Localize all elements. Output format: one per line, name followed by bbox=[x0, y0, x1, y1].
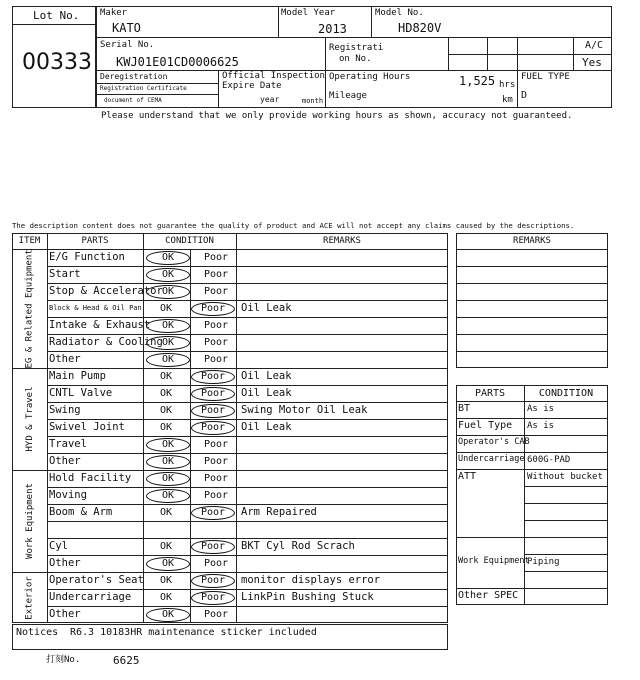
condition-poor-circled: Poor bbox=[191, 404, 235, 418]
header-parts: PARTS bbox=[81, 236, 109, 246]
condition-poor-circled: Poor bbox=[191, 387, 235, 401]
condition-poor: Poor bbox=[204, 558, 229, 569]
spec-part: Undercarriage bbox=[458, 454, 525, 464]
condition-ok-circled: OK bbox=[146, 268, 190, 282]
deregistration-label: Deregistration bbox=[100, 72, 168, 81]
ac-value: Yes bbox=[582, 56, 602, 69]
part-name: Travel bbox=[49, 438, 87, 450]
condition-ok: OK bbox=[160, 507, 173, 518]
part-name: Other bbox=[49, 455, 81, 467]
remark-text: monitor displays error bbox=[241, 574, 381, 586]
spec-part: Operator's CAB bbox=[458, 437, 530, 447]
spec-part: Work Equipment bbox=[458, 556, 530, 566]
part-name: Stop & Accelerator bbox=[49, 285, 163, 297]
part-name: Cyl bbox=[49, 540, 68, 552]
condition-poor: Poor bbox=[204, 473, 229, 484]
group-label: HYD & Travel bbox=[24, 386, 35, 452]
condition-ok: OK bbox=[160, 371, 173, 382]
part-name: Swing bbox=[49, 404, 81, 416]
serial-value: KWJ01E01CD0006625 bbox=[116, 55, 239, 69]
condition-poor-circled: Poor bbox=[191, 302, 235, 316]
spec-condition: As is bbox=[527, 404, 555, 414]
remark-text: Oil Leak bbox=[241, 370, 292, 382]
registration-certificate-label: Registration Certificate bbox=[100, 85, 187, 92]
condition-poor: Poor bbox=[204, 337, 229, 348]
stamp-value: 6625 bbox=[113, 654, 140, 667]
registration-label-2: on No. bbox=[339, 54, 372, 64]
condition-poor: Poor bbox=[204, 354, 229, 365]
remark-text: Oil Leak bbox=[241, 302, 292, 314]
condition-poor: Poor bbox=[204, 286, 229, 297]
spec-condition: Without bucket bbox=[527, 472, 603, 482]
group-label: EG & Related Equipment bbox=[24, 248, 35, 368]
condition-ok: OK bbox=[160, 541, 173, 552]
hrs-label: hrs bbox=[499, 80, 516, 90]
condition-poor: Poor bbox=[204, 252, 229, 263]
condition-ok: OK bbox=[160, 388, 173, 399]
fuel-type-label: FUEL TYPE bbox=[521, 72, 570, 82]
spec-header-parts: PARTS bbox=[474, 388, 506, 399]
lot-label: Lot No. bbox=[33, 9, 80, 22]
km-label: km bbox=[502, 95, 513, 105]
condition-poor-circled: Poor bbox=[191, 540, 235, 554]
part-name: Main Pump bbox=[49, 370, 106, 382]
part-name: Operator's Seat bbox=[49, 574, 144, 586]
inspection-label: Official Inspection bbox=[222, 71, 325, 81]
condition-ok-circled: OK bbox=[146, 472, 190, 486]
ac-label: A/C bbox=[585, 40, 604, 51]
condition-ok: OK bbox=[160, 422, 173, 433]
remark-text: Arm Repaired bbox=[241, 506, 317, 518]
remark-text: LinkPin Bushing Stuck bbox=[241, 591, 374, 603]
condition-ok: OK bbox=[160, 575, 173, 586]
part-name: Start bbox=[49, 268, 81, 280]
part-name: Undercarriage bbox=[49, 591, 132, 603]
group-label: Work Equipment bbox=[24, 483, 35, 559]
condition-poor: Poor bbox=[204, 269, 229, 280]
header-remarks: REMARKS bbox=[323, 236, 361, 246]
model-year-label: Model Year bbox=[281, 8, 336, 18]
condition-poor-circled: Poor bbox=[191, 591, 235, 605]
spec-condition: 600G-PAD bbox=[527, 455, 571, 465]
condition-ok: OK bbox=[160, 405, 173, 416]
condition-ok-circled: OK bbox=[146, 285, 190, 299]
stamp-label: 打刻No. bbox=[46, 655, 81, 665]
disclaimer-text: The description content does not guarantee the quality of product and ACE will not accept any claims caused by the descriptions. bbox=[12, 221, 575, 230]
fuel-type-value: D bbox=[521, 90, 528, 101]
part-name: Intake & Exhaust bbox=[49, 319, 151, 331]
condition-poor: Poor bbox=[204, 439, 229, 450]
model-year-value: 2013 bbox=[318, 22, 347, 36]
condition-ok-circled: OK bbox=[146, 353, 190, 367]
part-name: Other bbox=[49, 353, 81, 365]
remark-text: Swing Motor Oil Leak bbox=[241, 404, 368, 416]
remark-text: Oil Leak bbox=[241, 387, 292, 399]
condition-poor-circled: Poor bbox=[191, 506, 235, 520]
condition-ok: OK bbox=[160, 592, 173, 603]
part-name: Boom & Arm bbox=[49, 506, 113, 518]
condition-ok-circled: OK bbox=[146, 319, 190, 333]
month-label: month bbox=[302, 97, 324, 105]
part-name: Block & Head & Oil Pan bbox=[49, 304, 142, 312]
group-label: Exterior bbox=[24, 575, 35, 620]
lot-number: 00333 bbox=[22, 50, 92, 75]
spec-part: BT bbox=[458, 403, 471, 414]
maker-value: KATO bbox=[112, 21, 141, 35]
registration-label: Registrati bbox=[329, 43, 384, 53]
maker-label: Maker bbox=[100, 8, 128, 18]
condition-poor: Poor bbox=[204, 490, 229, 501]
spec-header-condition: CONDITION bbox=[538, 388, 594, 399]
part-name: E/G Function bbox=[49, 251, 125, 263]
cema-label: document of CEMA bbox=[104, 97, 162, 104]
condition-ok-circled: OK bbox=[146, 489, 190, 503]
part-name: Other bbox=[49, 557, 81, 569]
part-name: Swivel Joint bbox=[49, 421, 125, 433]
condition-poor: Poor bbox=[204, 456, 229, 467]
condition-ok-circled: OK bbox=[146, 557, 190, 571]
part-name: Moving bbox=[49, 489, 87, 501]
part-name: Radiator & Cooling bbox=[49, 336, 163, 348]
remark-text: BKT Cyl Rod Scrach bbox=[241, 540, 355, 552]
condition-poor-circled: Poor bbox=[191, 370, 235, 384]
spec-condition: As is bbox=[527, 421, 555, 431]
condition-ok: OK bbox=[160, 303, 173, 314]
model-no-value: HD820V bbox=[398, 21, 442, 35]
condition-ok-circled: OK bbox=[146, 251, 190, 265]
condition-ok-circled: OK bbox=[146, 608, 190, 622]
operating-hours-value: 1,525 bbox=[459, 74, 496, 88]
condition-ok-circled: OK bbox=[146, 438, 190, 452]
condition-poor-circled: Poor bbox=[191, 421, 235, 435]
condition-poor: Poor bbox=[204, 609, 229, 620]
spec-part: Other SPEC bbox=[458, 590, 519, 601]
notices-label: Notices bbox=[16, 627, 59, 638]
spec-part: ATT bbox=[458, 471, 477, 482]
serial-label: Serial No. bbox=[100, 40, 155, 50]
right-remarks-title: REMARKS bbox=[513, 236, 551, 246]
inspection-label-2: Expire Date bbox=[222, 81, 282, 91]
header-item: ITEM bbox=[18, 236, 41, 246]
model-no-label: Model No. bbox=[375, 8, 424, 18]
spec-condition: Piping bbox=[527, 557, 560, 567]
condition-poor-circled: Poor bbox=[191, 574, 235, 588]
condition-ok-circled: OK bbox=[146, 455, 190, 469]
condition-poor: Poor bbox=[204, 320, 229, 331]
notices-text: R6.3 10183HR maintenance sticker included bbox=[70, 627, 317, 638]
spec-part: Fuel Type bbox=[458, 420, 513, 431]
mileage-label: Mileage bbox=[329, 91, 367, 101]
part-name: Other bbox=[49, 608, 81, 620]
year-label: year bbox=[260, 95, 280, 104]
remark-text: Oil Leak bbox=[241, 421, 292, 433]
part-name: Hold Facility bbox=[49, 472, 132, 484]
operating-hours-label: Operating Hours bbox=[329, 72, 411, 82]
hours-notice: Please understand that we only provide working hours as shown, accuracy not guaranteed. bbox=[101, 111, 573, 121]
header-condition: CONDITION bbox=[165, 236, 214, 246]
part-name: CNTL Valve bbox=[49, 387, 113, 399]
condition-ok-circled: OK bbox=[146, 336, 190, 350]
